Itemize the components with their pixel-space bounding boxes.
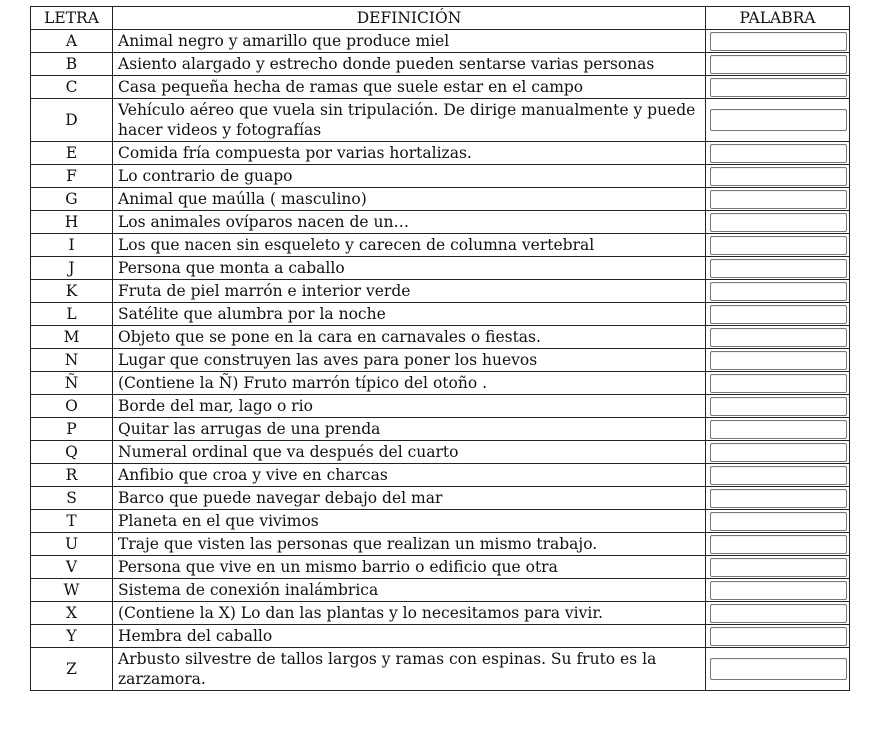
answer-cell [706,211,850,234]
row-definition: Traje que visten las personas que realizan un mismo trabajo. [113,533,706,556]
row-letter: Q [31,441,113,464]
table-row [31,464,850,487]
row-definition: Anfibio que croa y vive en charcas [113,464,706,487]
row-definition: Objeto que se pone en la cara en carnavales o fiestas. [113,326,706,349]
answer-input[interactable] [710,236,847,255]
answer-cell [706,579,850,602]
answer-cell [706,372,850,395]
answer-input[interactable] [710,466,847,485]
row-definition: Arbusto silvestre de tallos largos y ramas con espinas. Su fruto es la zarzamora. [113,648,706,691]
answer-input[interactable] [710,351,847,370]
answer-cell [706,395,850,418]
row-letter: O [31,395,113,418]
table-row [31,165,850,188]
row-definition: Barco que puede navegar debajo del mar [113,487,706,510]
table-row [31,556,850,579]
row-definition: Fruta de piel marrón e interior verde [113,280,706,303]
table-row [31,303,850,326]
answer-input[interactable] [710,78,847,97]
table-row [31,188,850,211]
table-row [31,510,850,533]
definitions-table [30,6,850,691]
answer-input[interactable] [710,190,847,209]
row-letter: Ñ [31,372,113,395]
row-definition: Los que nacen sin esqueleto y carecen de columna vertebral [113,234,706,257]
row-letter: I [31,234,113,257]
answer-input[interactable] [710,167,847,186]
answer-input[interactable] [710,32,847,51]
row-definition: Satélite que alumbra por la noche [113,303,706,326]
answer-cell [706,418,850,441]
table-row [31,579,850,602]
row-definition: Persona que vive en un mismo barrio o edificio que otra [113,556,706,579]
answer-input[interactable] [710,305,847,324]
row-letter: V [31,556,113,579]
header-palabra: PALABRA [706,7,850,30]
table-row [31,648,850,691]
table-body [31,30,850,691]
answer-cell [706,165,850,188]
answer-cell [706,464,850,487]
row-definition: Animal negro y amarillo que produce miel [113,30,706,53]
row-definition: Animal que maúlla ( masculino) [113,188,706,211]
answer-cell [706,188,850,211]
answer-input[interactable] [710,282,847,301]
answer-cell [706,487,850,510]
row-definition: (Contiene la X) Lo dan las plantas y lo necesitamos para vivir. [113,602,706,625]
table-row [31,30,850,53]
answer-cell [706,280,850,303]
row-letter: E [31,142,113,165]
header-row [31,7,850,30]
answer-input[interactable] [710,420,847,439]
answer-input[interactable] [710,259,847,278]
table-row [31,349,850,372]
answer-input[interactable] [710,144,847,163]
answer-cell [706,625,850,648]
header-letra: LETRA [31,7,113,30]
table-row [31,441,850,464]
table-row [31,533,850,556]
header-definicion: DEFINICIÓN [113,7,706,30]
row-definition: Comida fría compuesta por varias hortalizas. [113,142,706,165]
row-letter: G [31,188,113,211]
row-letter: K [31,280,113,303]
row-letter: B [31,53,113,76]
row-definition: Hembra del caballo [113,625,706,648]
table-row [31,372,850,395]
table-row [31,76,850,99]
row-letter: M [31,326,113,349]
answer-cell [706,30,850,53]
row-letter: H [31,211,113,234]
row-definition: Vehículo aéreo que vuela sin tripulación. De dirige manualmente y puede hacer videos y fotografías [113,99,706,142]
row-definition: Planeta en el que vivimos [113,510,706,533]
row-letter: W [31,579,113,602]
row-letter: Y [31,625,113,648]
answer-input[interactable] [710,512,847,531]
answer-cell [706,234,850,257]
answer-input[interactable] [710,213,847,232]
answer-input[interactable] [710,489,847,508]
row-definition: (Contiene la Ñ) Fruto marrón típico del otoño . [113,372,706,395]
answer-cell [706,510,850,533]
answer-cell [706,602,850,625]
row-definition: Lo contrario de guapo [113,165,706,188]
answer-input[interactable] [710,374,847,393]
answer-cell [706,53,850,76]
answer-input[interactable] [710,581,847,600]
answer-input[interactable] [710,397,847,416]
answer-input[interactable] [710,55,847,74]
answer-input[interactable] [710,535,847,554]
answer-cell [706,533,850,556]
row-letter: Z [31,648,113,691]
answer-cell [706,76,850,99]
table-row [31,395,850,418]
row-definition: Quitar las arrugas de una prenda [113,418,706,441]
row-letter: R [31,464,113,487]
answer-cell [706,648,850,691]
row-definition: Persona que monta a caballo [113,257,706,280]
row-letter: F [31,165,113,188]
row-definition: Numeral ordinal que va después del cuarto [113,441,706,464]
row-letter: L [31,303,113,326]
row-definition: Asiento alargado y estrecho donde pueden sentarse varias personas [113,53,706,76]
row-definition: Casa pequeña hecha de ramas que suele estar en el campo [113,76,706,99]
row-letter: N [31,349,113,372]
answer-cell [706,349,850,372]
answer-input[interactable] [710,328,847,347]
answer-input[interactable] [710,443,847,462]
table-row [31,625,850,648]
table-row [31,487,850,510]
row-definition: Sistema de conexión inalámbrica [113,579,706,602]
table-row [31,326,850,349]
row-letter: S [31,487,113,510]
row-letter: C [31,76,113,99]
answer-cell [706,303,850,326]
table-row [31,53,850,76]
table-row [31,418,850,441]
answer-input[interactable] [710,658,847,680]
answer-cell [706,142,850,165]
answer-input[interactable] [710,627,847,646]
row-letter: A [31,30,113,53]
table-row [31,142,850,165]
row-letter: T [31,510,113,533]
answer-input[interactable] [710,109,847,131]
row-letter: U [31,533,113,556]
answer-cell [706,99,850,142]
answer-input[interactable] [710,558,847,577]
answer-input[interactable] [710,604,847,623]
row-definition: Los animales ovíparos nacen de un… [113,211,706,234]
row-letter: X [31,602,113,625]
answer-cell [706,441,850,464]
table-row [31,211,850,234]
row-definition: Borde del mar, lago o rio [113,395,706,418]
table-row [31,99,850,142]
answer-cell [706,326,850,349]
answer-cell [706,556,850,579]
row-letter: P [31,418,113,441]
table-row [31,602,850,625]
table-row [31,234,850,257]
row-definition: Lugar que construyen las aves para poner los huevos [113,349,706,372]
table-row [31,257,850,280]
table-row [31,280,850,303]
answer-cell [706,257,850,280]
row-letter: D [31,99,113,142]
row-letter: J [31,257,113,280]
